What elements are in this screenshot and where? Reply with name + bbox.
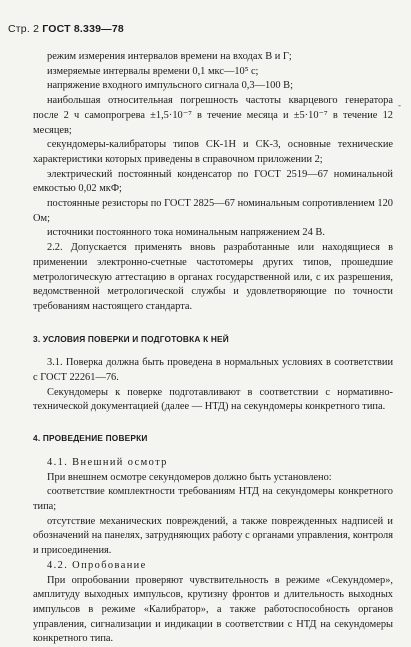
- paragraph: режим измерения интервалов времени на входах В и Г;: [33, 50, 393, 65]
- paragraph: соответствие комплектности требованиям НТД на секундомеры конкретного типа;: [33, 485, 393, 514]
- paragraph: Секундомеры к поверке подготавливают в соответствии с нормативно-технической документацией (далее — НТД) на секундомеры конкретного типа.: [33, 386, 393, 415]
- standard-number: ГОСТ 8.339—78: [42, 23, 124, 35]
- section-3-heading: 3. УСЛОВИЯ ПОВЕРКИ И ПОДГОТОВКА К НЕЙ: [33, 332, 393, 347]
- clause-2-2: 2.2. Допускается применять вновь разработанные или находящиеся в применении электронно-счетные частотомеры других типов, прошедшие метрологическую аттестацию в органах государственной или, с их разрешения, ведомственной метрологической службы и удовлетворяющие по точности требованиям настоящего стандарта.: [33, 241, 393, 315]
- paragraph: наибольшая относительная погрешность частоты кварцевого генератора после 2 ч самопрогрева ±1,5·10⁻⁷ в течение месяца и ±5·10⁻⁷ в течение 12 месяцев;: [33, 94, 393, 138]
- paragraph: электрический постоянный конденсатор по ГОСТ 2519—67 номинальной емкостью 0,02 мкФ;: [33, 168, 393, 197]
- margin-mark: -: [398, 100, 401, 110]
- page-header: [8, 23, 124, 35]
- clause-3-1: 3.1. Поверка должна быть проведена в нормальных условиях в соответствии с ГОСТ 22261—76.: [33, 356, 393, 385]
- paragraph: постоянные резисторы по ГОСТ 2825—67 номинальным сопротивлением 120 Ом;: [33, 197, 393, 226]
- paragraph: При внешнем осмотре секундомеров должно быть установлено:: [33, 471, 393, 486]
- paragraph: При опробовании проверяют чувствительность в режиме «Секундомер», амплитуду выходных импульсов, крутизну фронтов и длительность выходных импульсов в режиме «Калибратор», а также работоспособность органов управления, сигнализации и индикации в соответствии с НТД на секундомеры конкретного типа.: [33, 574, 393, 647]
- paragraph: измеряемые интервалы времени 0,1 мкс—10⁵ с;: [33, 65, 393, 80]
- subsection-4-2-heading: 4.2. Опробование: [33, 559, 393, 574]
- paragraph: секундомеры-калибраторы типов СК-1Н и СК-3, основные технические характеристики которых приведены в справочном приложении 2;: [33, 138, 393, 167]
- document-body: [33, 50, 393, 647]
- subsection-4-1-heading: 4.1. Внешний осмотр: [33, 456, 393, 471]
- paragraph: напряжение входного импульсного сигнала 0,3—100 В;: [33, 79, 393, 94]
- paragraph: отсутствие механических повреждений, а также поврежденных надписей и обозначений на панелях, затрудняющих работу с органами управления, контроля и присоединения.: [33, 515, 393, 559]
- page-number: Стр. 2: [8, 23, 39, 35]
- section-4-heading: 4. ПРОВЕДЕНИЕ ПОВЕРКИ: [33, 431, 393, 446]
- paragraph: источники постоянного тока номинальным напряжением 24 В.: [33, 226, 393, 241]
